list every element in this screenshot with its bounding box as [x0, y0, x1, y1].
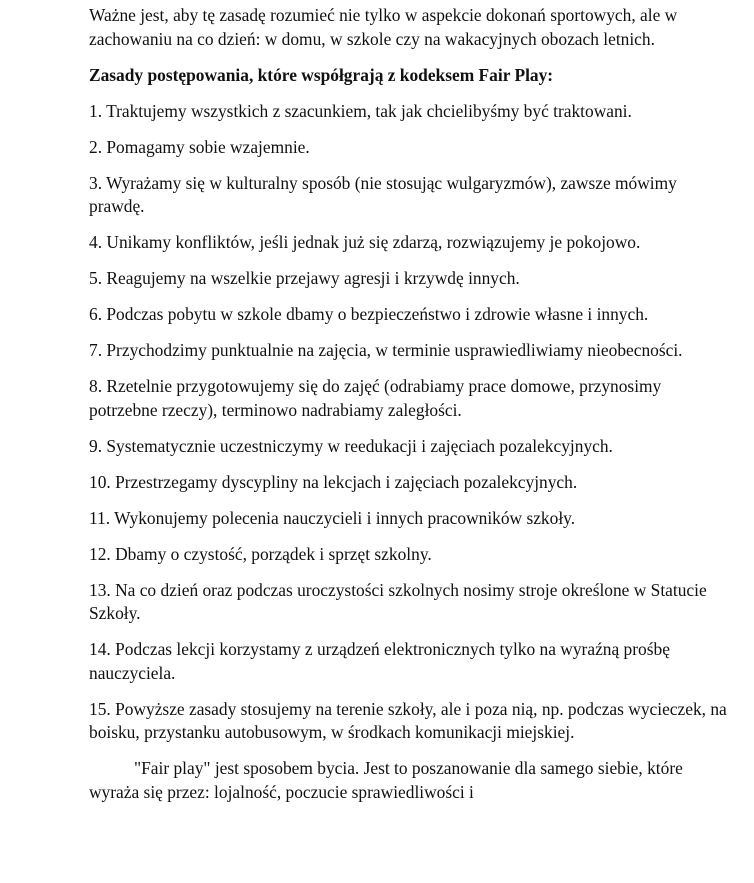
rule-item-12: 12. Dbamy o czystość, porządek i sprzęt szkolny.: [89, 543, 432, 564]
rule-item-2: 2. Pomagamy sobie wzajemnie.: [89, 136, 310, 157]
rule-item-14: 14. Podczas lekcji korzystamy z urządzeń elektronicznych tylko na wyraźną prośbę nauczyciela.: [89, 639, 670, 683]
rule-item-3: 3. Wyrażamy się w kulturalny sposób (nie stosując wulgaryzmów), zawsze mówimy prawdę.: [89, 172, 677, 216]
intro-paragraph: Ważne jest, aby tę zasadę rozumieć nie tylko w aspekcie dokonań sportowych, ale w zachowaniu na co dzień: w domu, w szkole czy na wakacyjnych obozach letnich.: [89, 5, 678, 49]
rules-heading: Zasady postępowania, które współgrają z kodeksem Fair Play:: [89, 64, 554, 85]
rule-item-8: 8. Rzetelnie przygotowujemy się do zajęć (odrabiamy prace domowe, przynosimy potrzebne rzeczy), terminowo nadrabiamy zaległości.: [89, 376, 662, 420]
rule-item-10: 10. Przestrzegamy dyscypliny na lekcjach i zajęciach pozalekcyjnych.: [89, 471, 578, 492]
rule-item-9: 9. Systematycznie uczestniczymy w reedukacji i zajęciach pozalekcyjnych.: [89, 435, 613, 456]
rule-item-5: 5. Reagujemy na wszelkie przejawy agresji i krzywdę innych.: [89, 268, 520, 288]
rule-item-4: 4. Unikamy konfliktów, jeśli jednak już się zdarzą, rozwiązujemy je pokojowo.: [89, 232, 641, 252]
rule-item-7: 7. Przychodzimy punktualnie na zajęcia, w terminie usprawiedliwiamy nieobecności.: [89, 340, 683, 360]
rule-item-11: 11. Wykonujemy polecenia nauczycieli i innych pracowników szkoły.: [89, 507, 576, 528]
closing-paragraph: "Fair play" jest sposobem bycia. Jest to poszanowanie dla samego siebie, które wyraża się przez: lojalność, poczucie sprawiedliwości i: [89, 758, 683, 802]
rule-item-1: 1. Traktujemy wszystkich z szacunkiem, tak jak chcielibyśmy być traktowani.: [89, 100, 632, 121]
document-page: [89, 4, 729, 804]
rules-list: [89, 100, 729, 745]
rule-item-13: 13. Na co dzień oraz podczas uroczystości szkolnych nosimy stroje określone w Statucie Szkoły.: [89, 579, 707, 623]
rule-item-6: 6. Podczas pobytu w szkole dbamy o bezpieczeństwo i zdrowie własne i innych.: [89, 304, 649, 324]
rule-item-15: 15. Powyższe zasady stosujemy na terenie szkoły, ale i poza nią, np. podczas wycieczek, na boisku, przystanku autobusowym, w środkach komunikacji miejskiej.: [89, 698, 727, 742]
